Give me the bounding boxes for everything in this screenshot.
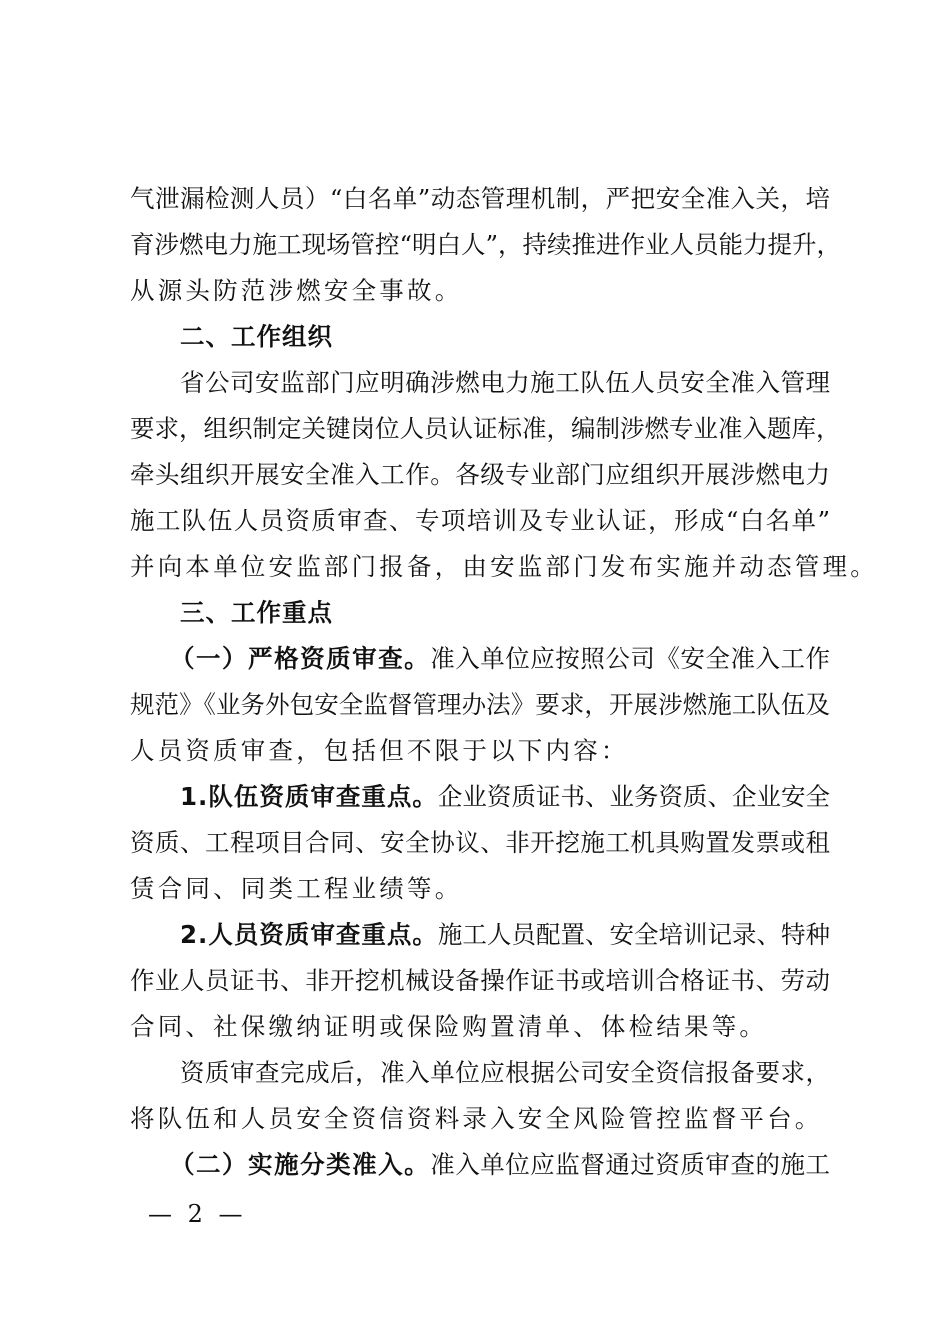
paragraph-line: 省公司安监部门应明确涉燃电力施工队伍人员安全准入管理 [180,368,830,397]
subsection-text: 准入单位应按照公司《安全准入工作 [430,644,831,673]
subsection-classified-admission [130,1142,830,1188]
document-page [130,176,878,1188]
subsection-lead: （一）严格资质审查。 [170,644,431,673]
item-personnel-qualification [130,912,830,958]
item-text: 企业资质证书、业务资质、企业安全 [437,782,831,811]
paragraph-line: 规范》《业务外包安全监督管理办法》要求，开展涉燃施工队伍及 [130,690,830,719]
paragraph-line: 资质、工程项目合同、安全协议、非开挖施工机具购置发票或租 [130,828,830,857]
paragraph-line: 合同、社保缴纳证明或保险购置清单、体检结果等。 [130,1012,768,1041]
item-text: 施工人员配置、安全培训记录、特种 [437,920,831,949]
subsection-lead: （二）实施分类准入。 [170,1150,431,1179]
paragraph-line: 育涉燃电力施工现场管控“明白人”，持续推进作业人员能力提升， [130,230,842,259]
paragraph-line: 牵头组织开展安全准入工作。各级专业部门应组织开展涉燃电力 [130,460,830,489]
page-number: — 2 — [148,1200,247,1228]
paragraph-line: 将队伍和人员安全资信资料录入安全风险管控监督平台。 [130,1104,823,1133]
item-team-qualification [130,774,830,820]
paragraph-line: 资质审查完成后，准入单位应根据公司安全资信报备要求， [180,1058,830,1087]
paragraph-line: 赁合同、同类工程业绩等。 [130,874,463,903]
paragraph-line: 从源头防范涉燃安全事故。 [130,276,463,305]
subsection-strict-qualification-review [130,636,830,682]
paragraph-line: 施工队伍人员资质审查、专项培训及专业认证，形成“白名单” [130,506,830,535]
paragraph-line: 人员资质审查，包括但不限于以下内容： [130,736,629,765]
section-heading-work-organization: 二、工作组织 [180,322,333,351]
item-lead: 2.人员资质审查重点。 [180,920,438,949]
paragraph-line: 并向本单位安监部门报备，由安监部门发布实施并动态管理。 [130,552,878,581]
paragraph-line: 要求，组织制定关键岗位人员认证标准，编制涉燃专业准入题库， [130,414,841,443]
paragraph-line: 作业人员证书、非开挖机械设备操作证书或培训合格证书、劳动 [130,966,830,995]
paragraph-line: 气泄漏检测人员）“白名单”动态管理机制，严把安全准入关，培 [130,184,830,213]
item-lead: 1.队伍资质审查重点。 [180,782,438,811]
subsection-text: 准入单位应监督通过资质审查的施工 [430,1150,831,1179]
section-heading-work-focus: 三、工作重点 [180,598,333,627]
